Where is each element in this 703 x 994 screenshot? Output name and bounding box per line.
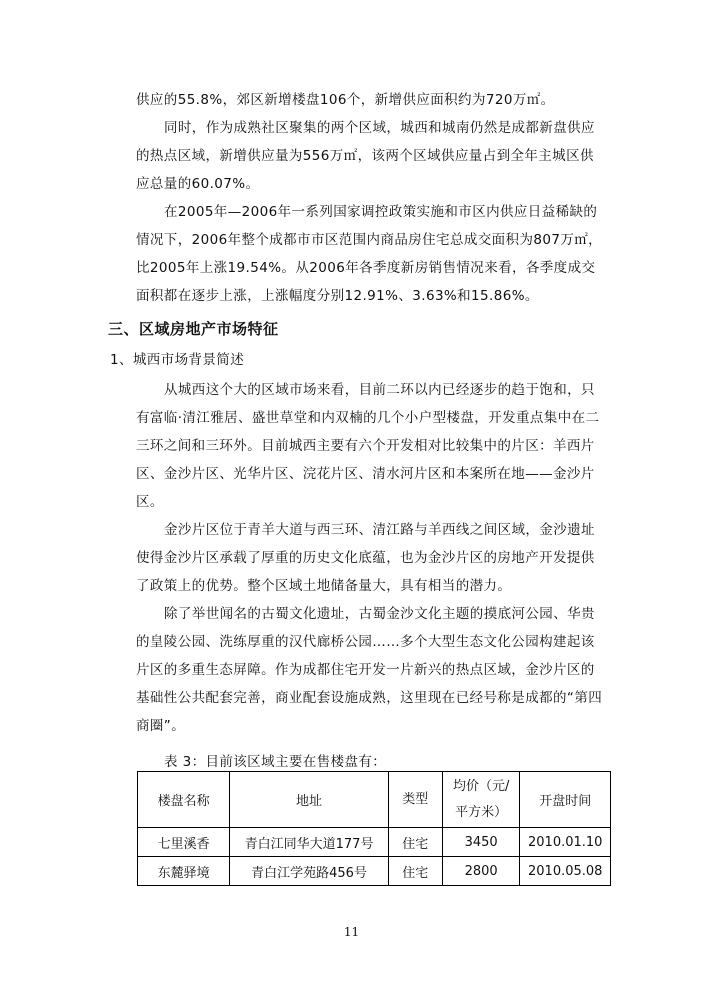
table-row bbox=[138, 828, 611, 857]
table-header-row bbox=[138, 772, 611, 828]
paragraph-jinsha-location: 金沙片区位于青羊大道与西三环、清江路与羊西线之间区域，金沙遗址使得金沙片区承载了厚重的历史文化底蕴，也为金沙片区的房地产开发提供了政策上的优势。整个区域土地储备量大，具有相当的潜力。 bbox=[136, 522, 595, 594]
header-type: 类型 bbox=[388, 772, 442, 828]
paragraph-supply-share: 供应的55.8%，郊区新增楼盘106个，新增供应面积约为720万㎡。 bbox=[136, 92, 555, 108]
cell-address: 青白江学苑路456号 bbox=[230, 857, 388, 886]
cell-date: 2010.05.08 bbox=[520, 857, 611, 886]
cell-name: 七里溪香 bbox=[138, 828, 230, 857]
cell-name: 东麓驿境 bbox=[138, 857, 230, 886]
paragraph-west-south-supply: 同时，作为成熟社区聚集的两个区域，城西和城南仍然是成都新盘供应的热点区域，新增供应量为556万㎡，该两个区域供应量占到全年主城区供应总量的60.07%。 bbox=[136, 120, 595, 192]
table-row bbox=[138, 857, 611, 886]
subheading-west-market: 1、城西市场背景简述 bbox=[110, 352, 245, 368]
cell-address: 青白江同华大道177号 bbox=[230, 828, 388, 857]
paragraph-west-overview: 从城西这个大的区域市场来看，目前二环以内已经逐步的趋于饱和，只有富临·清江雅居、盛世草堂和内双楠的几个小户型楼盘，开发重点集中在二三环之间和三环外。目前城西主要有六个开发相对比较集中的片区：羊西片区、金沙片区、光华片区、浣花片区、清水河片区和本案所在地——金沙片区。 bbox=[136, 382, 600, 510]
header-address: 地址 bbox=[230, 772, 388, 828]
cell-price: 3450 bbox=[442, 828, 520, 857]
cell-type: 住宅 bbox=[388, 857, 442, 886]
cell-price: 2800 bbox=[442, 857, 520, 886]
header-opening-date: 开盘时间 bbox=[520, 772, 611, 828]
header-avg-price: 均价（元/平方米） bbox=[442, 772, 520, 828]
header-name: 楼盘名称 bbox=[138, 772, 230, 828]
cell-type: 住宅 bbox=[388, 828, 442, 857]
paragraph-jinsha-parks: 除了举世闻名的古蜀文化遗址，古蜀金沙文化主题的摸底河公园、华贵的皇陵公园、洗练厚重的汉代廊桥公园……多个大型生态文化公园构建起该片区的多重生态屏障。作为成都住宅开发一片新兴的热点区域，金沙片区的基础性公共配套完善，商业配套设施成熟，这里现在已经号称是成都的“第四商圈”。 bbox=[136, 606, 603, 734]
section-heading: 三、区域房地产市场特征 bbox=[108, 320, 279, 338]
cell-date: 2010.01.10 bbox=[520, 828, 611, 857]
property-table bbox=[137, 771, 611, 886]
paragraph-policy-transactions: 在2005年—2006年一系列国家调控政策实施和市区内供应日益稀缺的情况下，2006年整个成都市市区范围内商品房住宅总成交面积为807万㎡，比2005年上涨19.54%。从2006年各季度新房销售情况来看，各季度成交面积都在逐步上涨，上涨幅度分别12.91%、3.63%和15.86%。 bbox=[136, 204, 603, 304]
page-number: 11 bbox=[343, 925, 360, 939]
table-caption: 表 3：目前该区域主要在售楼盘有： bbox=[164, 754, 387, 770]
